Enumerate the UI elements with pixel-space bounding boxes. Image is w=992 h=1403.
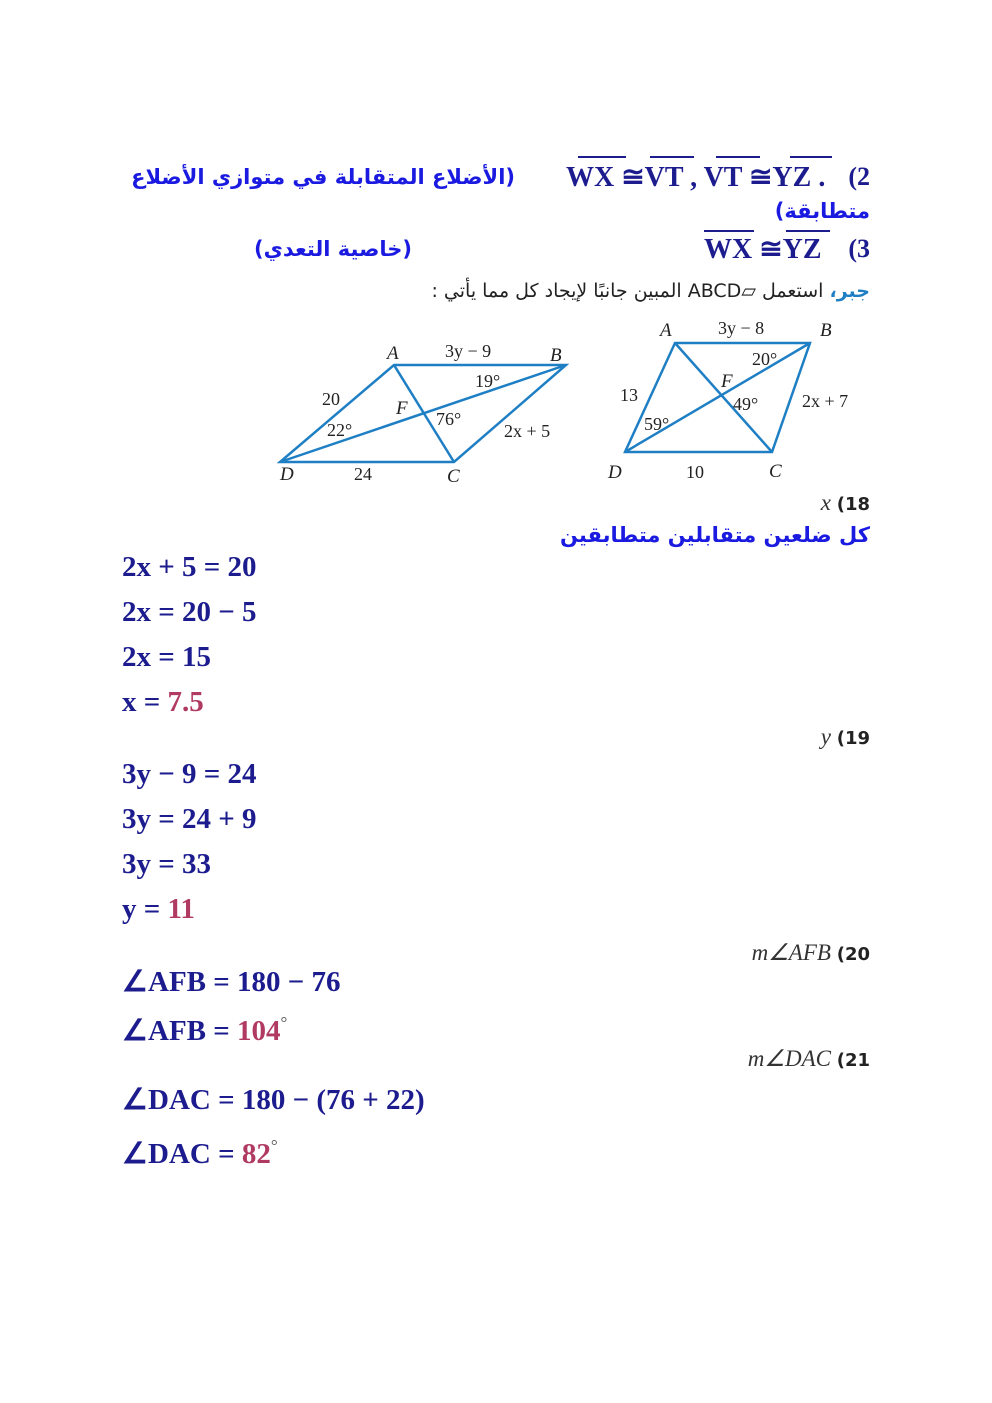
label-19deg: 19° (475, 371, 501, 391)
label-3y-9: 3y − 9 (445, 341, 492, 361)
step2-number: (2 (848, 162, 870, 191)
q21-degree: ° (270, 1136, 278, 1155)
label-76deg: 76° (436, 409, 462, 429)
step2-reason-cont: متطابقة) (774, 199, 870, 223)
label-59deg: 59° (644, 414, 670, 434)
q20-result (122, 1013, 287, 1048)
q20-result-lhs: ∠AFB = (122, 1015, 230, 1047)
q19-var: y (820, 724, 831, 749)
step3-reason: (خاصية التعدي) (253, 237, 412, 261)
diagonal-bd (280, 365, 566, 462)
q19-number: (19 (836, 728, 870, 749)
q18-number: (18 (836, 494, 870, 515)
vertex-c: C (447, 466, 460, 487)
overline (704, 230, 754, 232)
step3-statement: WX ≅YZ (704, 234, 822, 265)
label-2x+7: 2x + 7 (802, 391, 849, 411)
q18-line-1: 2x + 5 = 20 (122, 551, 257, 583)
step2-statement (566, 160, 825, 194)
q19-result-value: 11 (167, 893, 195, 925)
q21-result-lhs: ∠DAC = (122, 1138, 235, 1170)
q20-label (752, 940, 870, 966)
overline (786, 230, 830, 232)
q21-var: m∠DAC (747, 1046, 831, 1071)
q18-label (821, 490, 870, 516)
vertex-c: C (769, 461, 782, 482)
label-20deg: 20° (752, 349, 778, 369)
figure-left (270, 335, 600, 495)
vertex-b: B (820, 320, 832, 341)
step2-reason: (الأضلاع المتقابلة في متوازي الأضلاع (131, 165, 515, 189)
q20-line-1: ∠AFB = 180 − 76 (122, 966, 341, 998)
instruction-text: استعمل ▱ABCD المبين جانبًا لإيجاد كل مما يأتي : (431, 280, 824, 302)
q18-result-value: 7.5 (167, 686, 204, 718)
vertex-f: F (396, 398, 408, 419)
q18-line-3: 2x = 15 (122, 641, 212, 673)
q18-line-2: 2x = 20 − 5 (122, 596, 257, 628)
vertex-a: A (387, 343, 399, 364)
label-10: 10 (686, 462, 704, 482)
q20-degree: ° (280, 1013, 288, 1032)
step2-statement-text: WX ≅VT , VT ≅YZ . (566, 162, 826, 193)
q19-line-3: 3y = 33 (122, 848, 212, 880)
vertex-b: B (550, 345, 562, 366)
q18-result-lhs: x = (122, 686, 161, 718)
q20-result-value: 104 (237, 1015, 281, 1047)
q21-result-value: 82 (241, 1138, 271, 1170)
q19-label (821, 724, 870, 750)
q19-line-2: 3y = 24 + 9 (122, 803, 257, 835)
label-24: 24 (354, 464, 372, 484)
diagonal-bd (625, 343, 810, 452)
q21-label (748, 1046, 870, 1072)
q18-result (122, 686, 204, 719)
q18-reason: كل ضلعين متقابلين متطابقين (560, 523, 870, 547)
instruction-label: جبر، (829, 280, 870, 302)
q20-number: (20 (836, 944, 870, 965)
q21-number: (21 (836, 1050, 870, 1071)
instruction (431, 280, 870, 302)
q19-result-lhs: y = (122, 893, 161, 925)
label-20: 20 (322, 389, 340, 409)
q19-line-1: 3y − 9 = 24 (122, 758, 257, 790)
vertex-a: A (660, 320, 672, 341)
label-49deg: 49° (733, 394, 759, 414)
vertex-f: F (721, 371, 733, 392)
label-3y-8: 3y − 8 (718, 318, 765, 338)
label-13: 13 (620, 385, 638, 405)
overline (790, 156, 832, 158)
vertex-d: D (280, 464, 294, 485)
step3-number: (3 (848, 234, 870, 263)
q19-result (122, 893, 195, 926)
q21-line-1: ∠DAC = 180 − (76 + 22) (122, 1084, 425, 1116)
label-22deg: 22° (327, 420, 353, 440)
figure-right (600, 315, 870, 490)
q20-var: m∠AFB (751, 940, 831, 965)
q21-result (122, 1136, 278, 1171)
q18-var: x (820, 490, 831, 515)
overline (578, 156, 626, 158)
vertex-d: D (608, 462, 622, 483)
label-2x+5: 2x + 5 (504, 421, 551, 441)
overline (716, 156, 760, 158)
overline (650, 156, 694, 158)
